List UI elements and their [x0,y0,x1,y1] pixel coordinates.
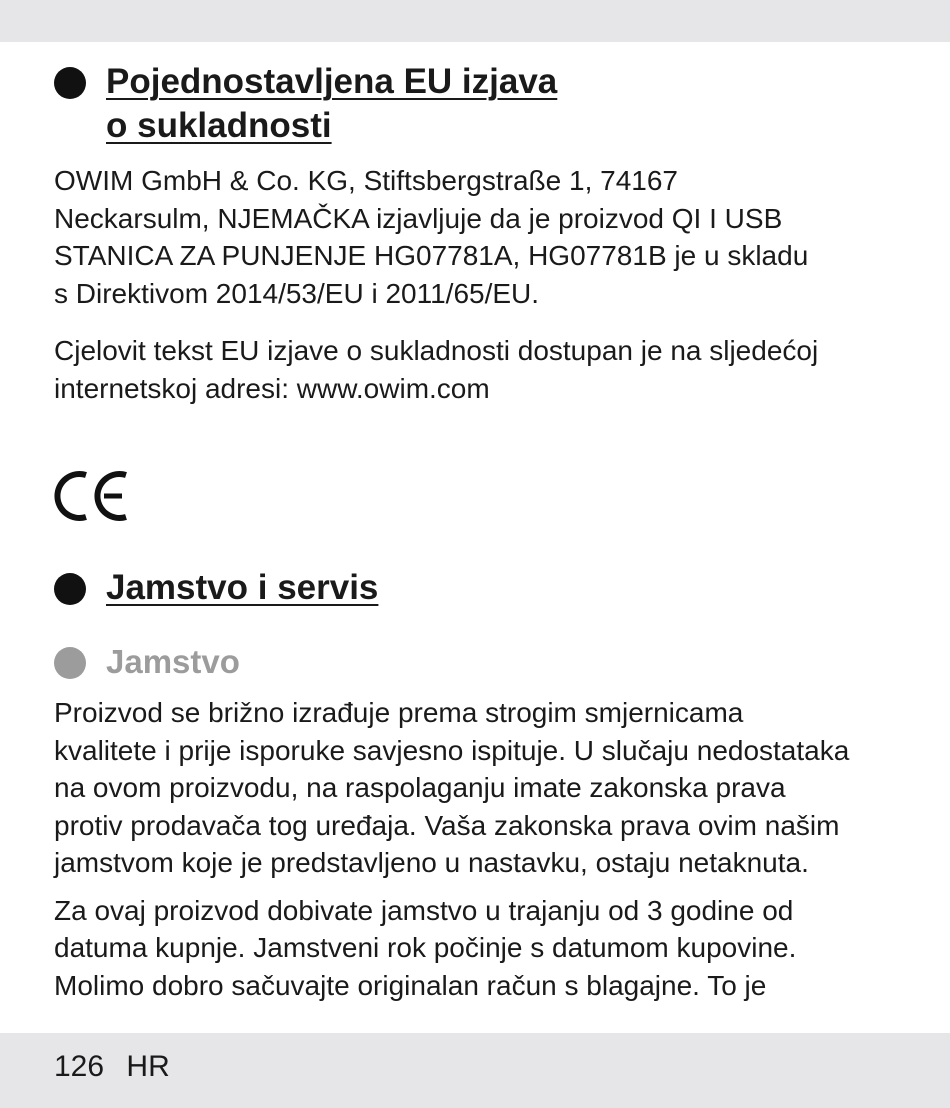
section-heading [54,60,904,148]
text-line: protiv prodavača tog uređaja. Vaša zakonska prava ovim našim [54,809,840,841]
heading-line-1: Pojednostavljena EU izjava [106,62,558,101]
heading-line-2: o sukladnosti [106,106,332,145]
ce-mark-icon [52,470,132,522]
text-line: Za ovaj proizvod dobivate jamstvo u trajanju od 3 godine od [54,894,794,926]
page-number: 126 [54,1050,105,1083]
text-line: kvalitete i prije isporuke savjesno ispituje. U slučaju nedostataka [54,734,850,766]
subsection-warranty [54,640,904,684]
bullet-icon [54,573,86,605]
warranty-paragraph-2 [54,892,904,1005]
bullet-icon [54,647,86,679]
text-line: datuma kupnje. Jamstveni rok počinje s datumom kupovine. [54,932,797,963]
text-line: Molimo dobro sačuvajte originalan račun s blagajne. To je [54,969,767,1001]
text-line: jamstvom koje je predstavljeno u nastavku, ostaju netaknuta. [54,847,809,878]
subsection-heading [54,640,904,684]
full-text-paragraph [54,332,904,407]
page-footer [54,1050,170,1084]
declaration-paragraph [54,162,904,312]
warranty-text [54,694,904,1004]
declaration-text [54,162,904,407]
section-warranty-service [54,566,904,610]
subheading-title: Jamstvo [106,643,240,680]
text-line: na ovom proizvodu, na raspolaganju imate zakonska prava [54,772,786,803]
section-heading [54,566,904,610]
page-header-band [0,0,950,42]
section-eu-declaration [54,60,904,148]
language-code: HR [126,1050,170,1083]
text-line: Proizvod se brižno izrađuje prema strogim smjernicama [54,697,744,728]
bullet-icon [54,67,86,99]
text-line: internetskoj adresi: www.owim.com [54,372,490,404]
text-line: Cjelovit tekst EU izjave o sukladnosti dostupan je na sljedećoj [54,335,819,366]
warranty-paragraph-1 [54,694,904,882]
text-line: Neckarsulm, NJEMAČKA izjavljuje da je proizvod QI I USB [54,202,783,234]
text-line: OWIM GmbH & Co. KG, Stiftsbergstraße 1, 74167 [54,165,678,196]
text-line: STANICA ZA PUNJENJE HG07781A, HG07781B je u skladu [54,240,809,271]
text-line: s Direktivom 2014/53/EU i 2011/65/EU. [54,277,540,309]
heading-title: Jamstvo i servis [106,568,379,607]
